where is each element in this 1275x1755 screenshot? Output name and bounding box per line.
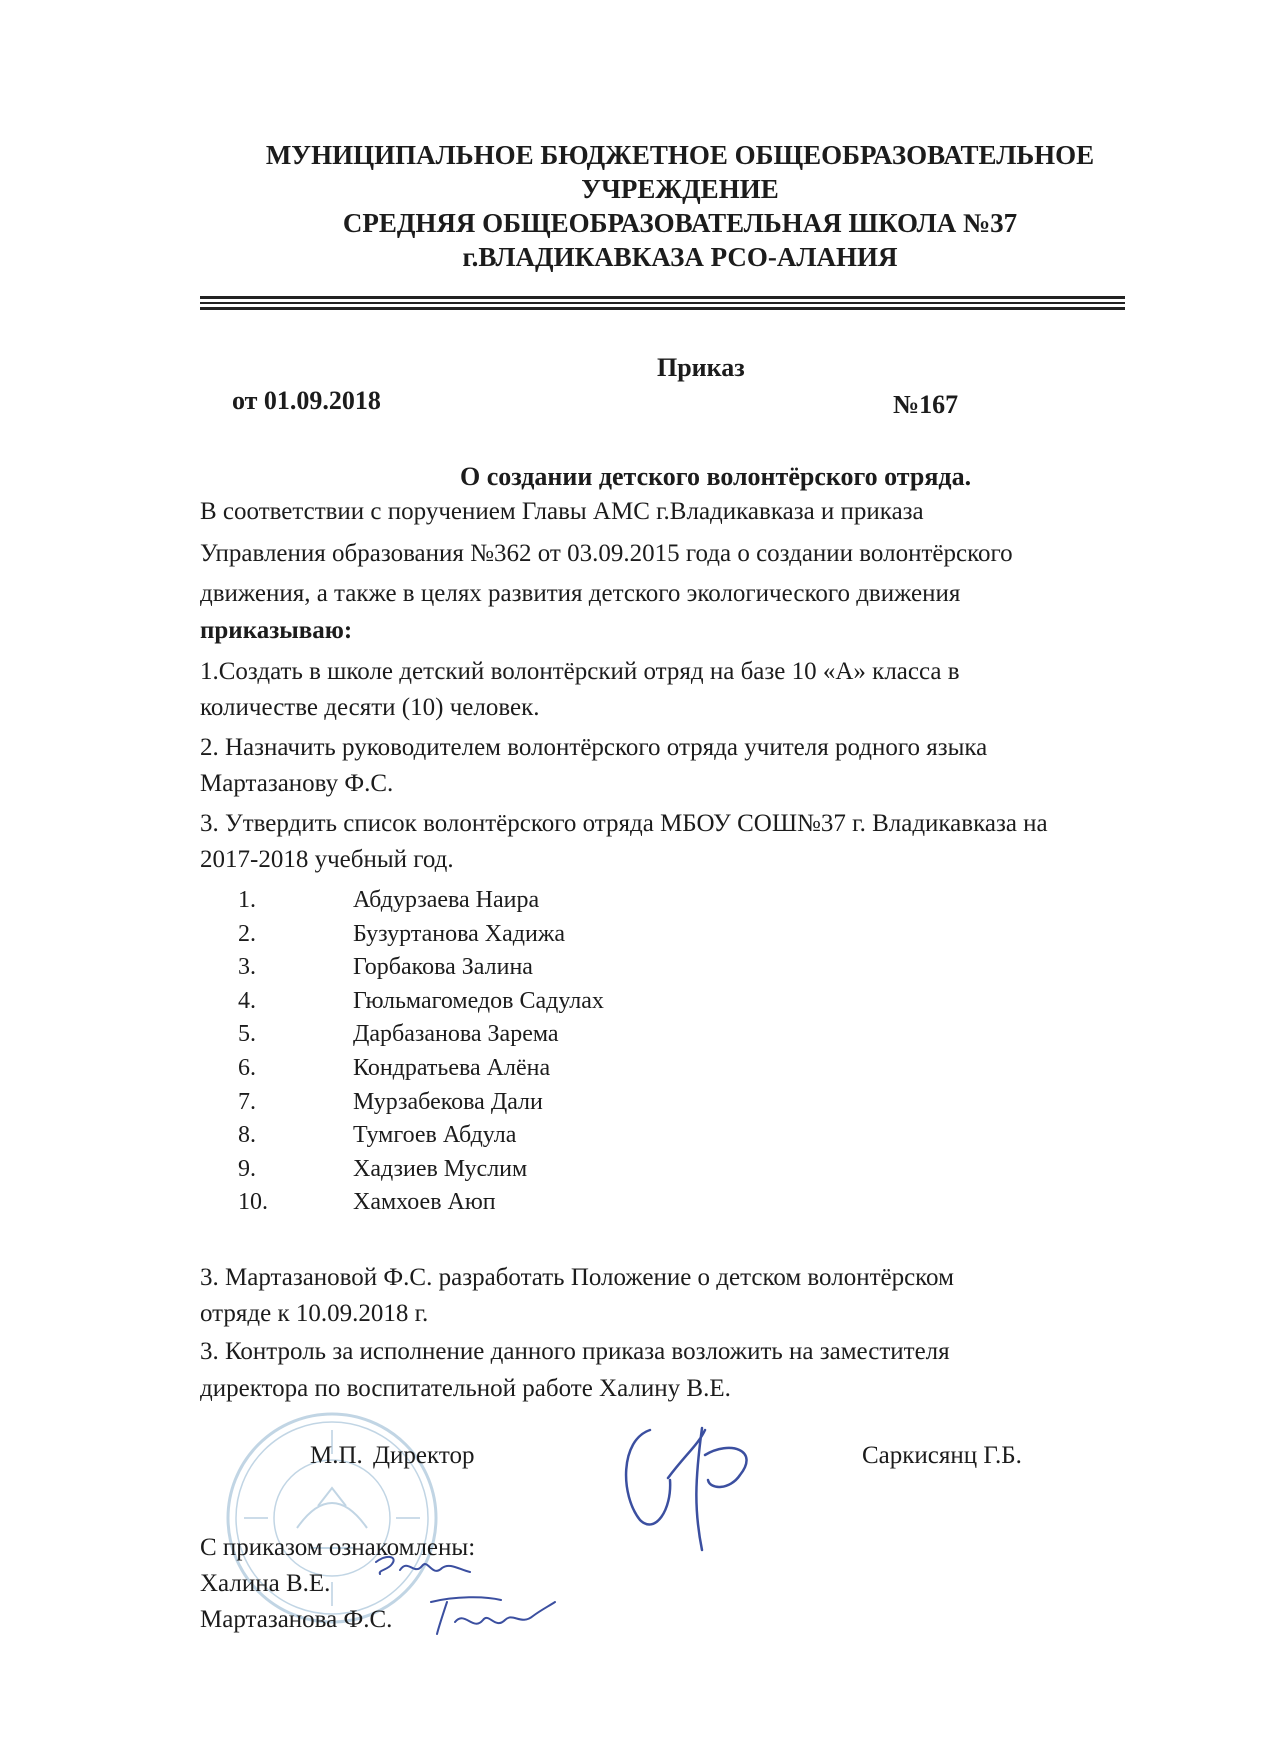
header-rule xyxy=(200,302,1125,304)
list-item-name: Тумгоев Абдула xyxy=(353,1122,517,1149)
order-word: приказываю: xyxy=(200,617,353,644)
martazanova-signature-icon xyxy=(425,1592,560,1640)
item-5-line-2: директора по воспитательной работе Халину В.Е. xyxy=(200,1375,731,1402)
list-item xyxy=(238,884,938,918)
list-item xyxy=(238,918,938,952)
list-item-name: Кондратьева Алёна xyxy=(353,1054,551,1081)
director-label: Директор xyxy=(373,1442,475,1469)
item-5-line-1: 3. Контроль за исполнение данного приказа возложить на заместителя xyxy=(200,1338,950,1365)
item-2-line-2: Мартазанову Ф.С. xyxy=(200,770,394,797)
item-4-line-1: 3. Мартазановой Ф.С. разработать Положение о детском волонтёрском xyxy=(200,1264,954,1291)
header-line-1: МУНИЦИПАЛЬНОЕ БЮДЖЕТНОЕ ОБЩЕОБРАЗОВАТЕЛЬНОЕ xyxy=(265,140,1095,170)
header-line-4: г.ВЛАДИКАВКАЗА РСО-АЛАНИЯ xyxy=(462,242,898,272)
item-3-line-2: 2017-2018 учебный год. xyxy=(200,846,454,873)
list-item-number: 1. xyxy=(238,887,256,913)
acknowledgement-title: С приказом ознакомлены: xyxy=(200,1534,476,1561)
director-signature-icon xyxy=(610,1400,780,1560)
list-item-number: 2. xyxy=(238,920,256,947)
header-rule xyxy=(200,296,1125,299)
item-1-line-1: 1.Создать в школе детский волонтёрский отряд на базе 10 «А» класса в xyxy=(200,658,960,685)
header-line-3: СРЕДНЯЯ ОБЩЕОБРАЗОВАТЕЛЬНАЯ ШКОЛА №37 xyxy=(342,208,1018,238)
order-subject: О создании детского волонтёрского отряда. xyxy=(460,462,972,491)
list-item-number: 10. xyxy=(238,1189,268,1216)
list-item-name: Бузуртанова Хадижа xyxy=(353,920,566,947)
body-line: В соответствии с поручением Главы АМС г.Владикавказа и приказа xyxy=(200,498,924,525)
list-item-number: 5. xyxy=(238,1021,256,1048)
item-1-line-2: количестве десяти (10) человек. xyxy=(200,694,540,721)
list-item-name: Мурзабекова Дали xyxy=(353,1088,543,1115)
members-list xyxy=(238,884,938,1220)
order-title: Приказ xyxy=(657,353,745,382)
list-item-number: 7. xyxy=(238,1088,256,1115)
list-item-number: 8. xyxy=(238,1122,256,1149)
list-item-number: 4. xyxy=(238,987,256,1014)
item-4-line-2: отряде к 10.09.2018 г. xyxy=(200,1300,429,1327)
list-item-name: Горбакова Залина xyxy=(353,954,533,981)
list-item-name: Абдурзаева Наира xyxy=(353,887,540,913)
list-item xyxy=(238,1186,938,1220)
list-item-number: 6. xyxy=(238,1054,256,1081)
list-item xyxy=(238,985,938,1019)
list-item-number: 3. xyxy=(238,954,256,981)
list-item-name: Хадзиев Муслим xyxy=(353,1155,528,1182)
list-item-name: Гюльмагомедов Садулах xyxy=(353,987,604,1014)
director-name: Саркисянц Г.Б. xyxy=(862,1442,1022,1469)
header-rule xyxy=(200,307,1125,310)
order-number: №167 xyxy=(893,390,959,419)
list-item xyxy=(238,951,938,985)
list-item xyxy=(238,1018,938,1052)
document-header xyxy=(200,138,1160,274)
header-line-2: УЧРЕЖДЕНИЕ xyxy=(581,174,779,204)
item-3-line-1: 3. Утвердить список волонтёрского отряда МБОУ СОШ№37 г. Владикавказа на xyxy=(200,810,1048,837)
list-item xyxy=(238,1153,938,1187)
body-line: движения, а также в целях развития детского экологического движения xyxy=(200,580,961,607)
list-item-name: Хамхоев Аюп xyxy=(353,1189,496,1216)
item-2-line-1: 2. Назначить руководителем волонтёрского отряда учителя родного языка xyxy=(200,734,988,761)
list-item xyxy=(238,1086,938,1120)
acknowledgement-person-1: Халина В.Е. xyxy=(200,1570,331,1597)
khalina-signature-icon xyxy=(370,1548,480,1588)
list-item-name: Дарбазанова Зарема xyxy=(353,1021,559,1048)
stamp-mark-label: М.П. xyxy=(310,1442,363,1469)
body-line: Управления образования №362 от 03.09.2015 года о создании волонтёрского xyxy=(200,540,1013,567)
list-item-number: 9. xyxy=(238,1155,256,1182)
list-item xyxy=(238,1119,938,1153)
acknowledgement-person-2: Мартазанова Ф.С. xyxy=(200,1606,393,1633)
list-item xyxy=(238,1052,938,1086)
order-date: от 01.09.2018 xyxy=(232,386,381,415)
